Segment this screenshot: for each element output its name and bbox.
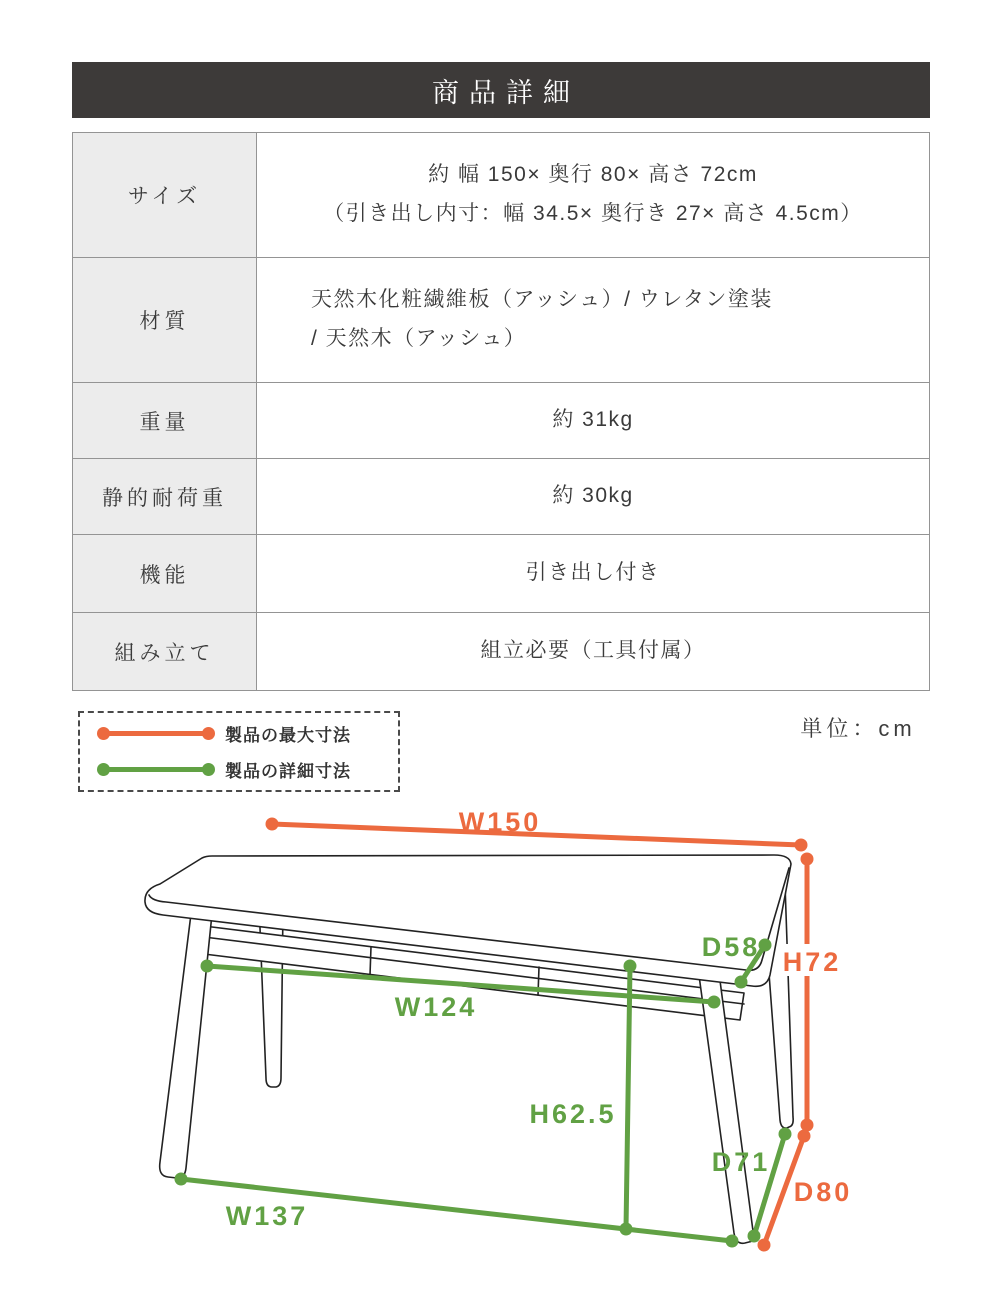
dimension-label-w150: W150 xyxy=(458,807,542,837)
row-label: サイズ xyxy=(73,133,257,257)
row-value: 組立必要（工具付属） xyxy=(480,639,706,663)
row-label: 機能 xyxy=(73,535,257,612)
desk-leg-front-left xyxy=(160,906,212,1178)
dimension-dot xyxy=(735,976,748,989)
row-value: 約 31kg xyxy=(552,408,634,432)
row-label: 組み立て xyxy=(73,613,257,690)
dimension-dot xyxy=(801,853,814,866)
dimension-dot xyxy=(266,818,279,831)
desk-drawer-divider-left xyxy=(370,947,371,975)
row-label: 材質 xyxy=(73,258,257,382)
page-title: 商品詳細 xyxy=(432,77,580,108)
dimension-label-d58: D58 xyxy=(701,932,761,962)
dimension-dot xyxy=(726,1235,739,1248)
dimension-label-h72: H72 xyxy=(782,947,842,977)
dimension-dot xyxy=(175,1173,188,1186)
row-label: 静的耐荷重 xyxy=(73,459,257,534)
desk-leg-back-left xyxy=(259,903,283,1087)
dimension-dot xyxy=(758,1239,771,1252)
dimension-label-d80: D80 xyxy=(793,1177,853,1207)
row-label: 重量 xyxy=(73,383,257,458)
dimension-dot xyxy=(708,996,721,1009)
dimension-dot xyxy=(779,1128,792,1141)
size-line-2: （引き出し内寸：幅 34.5× 奥行き 27× 高さ 4.5cm） xyxy=(323,202,863,225)
legend-label: 製品の詳細寸法 xyxy=(225,762,351,781)
row-value: 引き出し付き xyxy=(525,561,661,585)
dimension-dot xyxy=(798,1130,811,1143)
dimension-dot xyxy=(795,839,808,852)
unit-note: 単位：cm xyxy=(800,716,916,741)
size-line-1: 約 幅 150× 奥行 80× 高さ 72cm xyxy=(428,163,758,187)
row-value: 約 30kg xyxy=(552,484,634,508)
dimension-dot xyxy=(201,960,214,973)
dimension-dot xyxy=(759,939,772,952)
material-line-1: 天然木化粧繊維板（アッシュ）/ ウレタン塗装 xyxy=(311,288,773,312)
dimension-label-d71: D71 xyxy=(711,1147,771,1177)
dimension-label-w137: W137 xyxy=(225,1201,309,1231)
dimension-label-w124: W124 xyxy=(394,992,478,1022)
dimension-label-h62-5: H62.5 xyxy=(529,1099,617,1129)
dimension-dot xyxy=(624,960,637,973)
dimension-dot xyxy=(748,1230,761,1243)
legend-label: 製品の最大寸法 xyxy=(225,726,351,745)
material-line-2: / 天然木（アッシュ） xyxy=(311,327,527,350)
dimension-dot xyxy=(801,1119,814,1132)
